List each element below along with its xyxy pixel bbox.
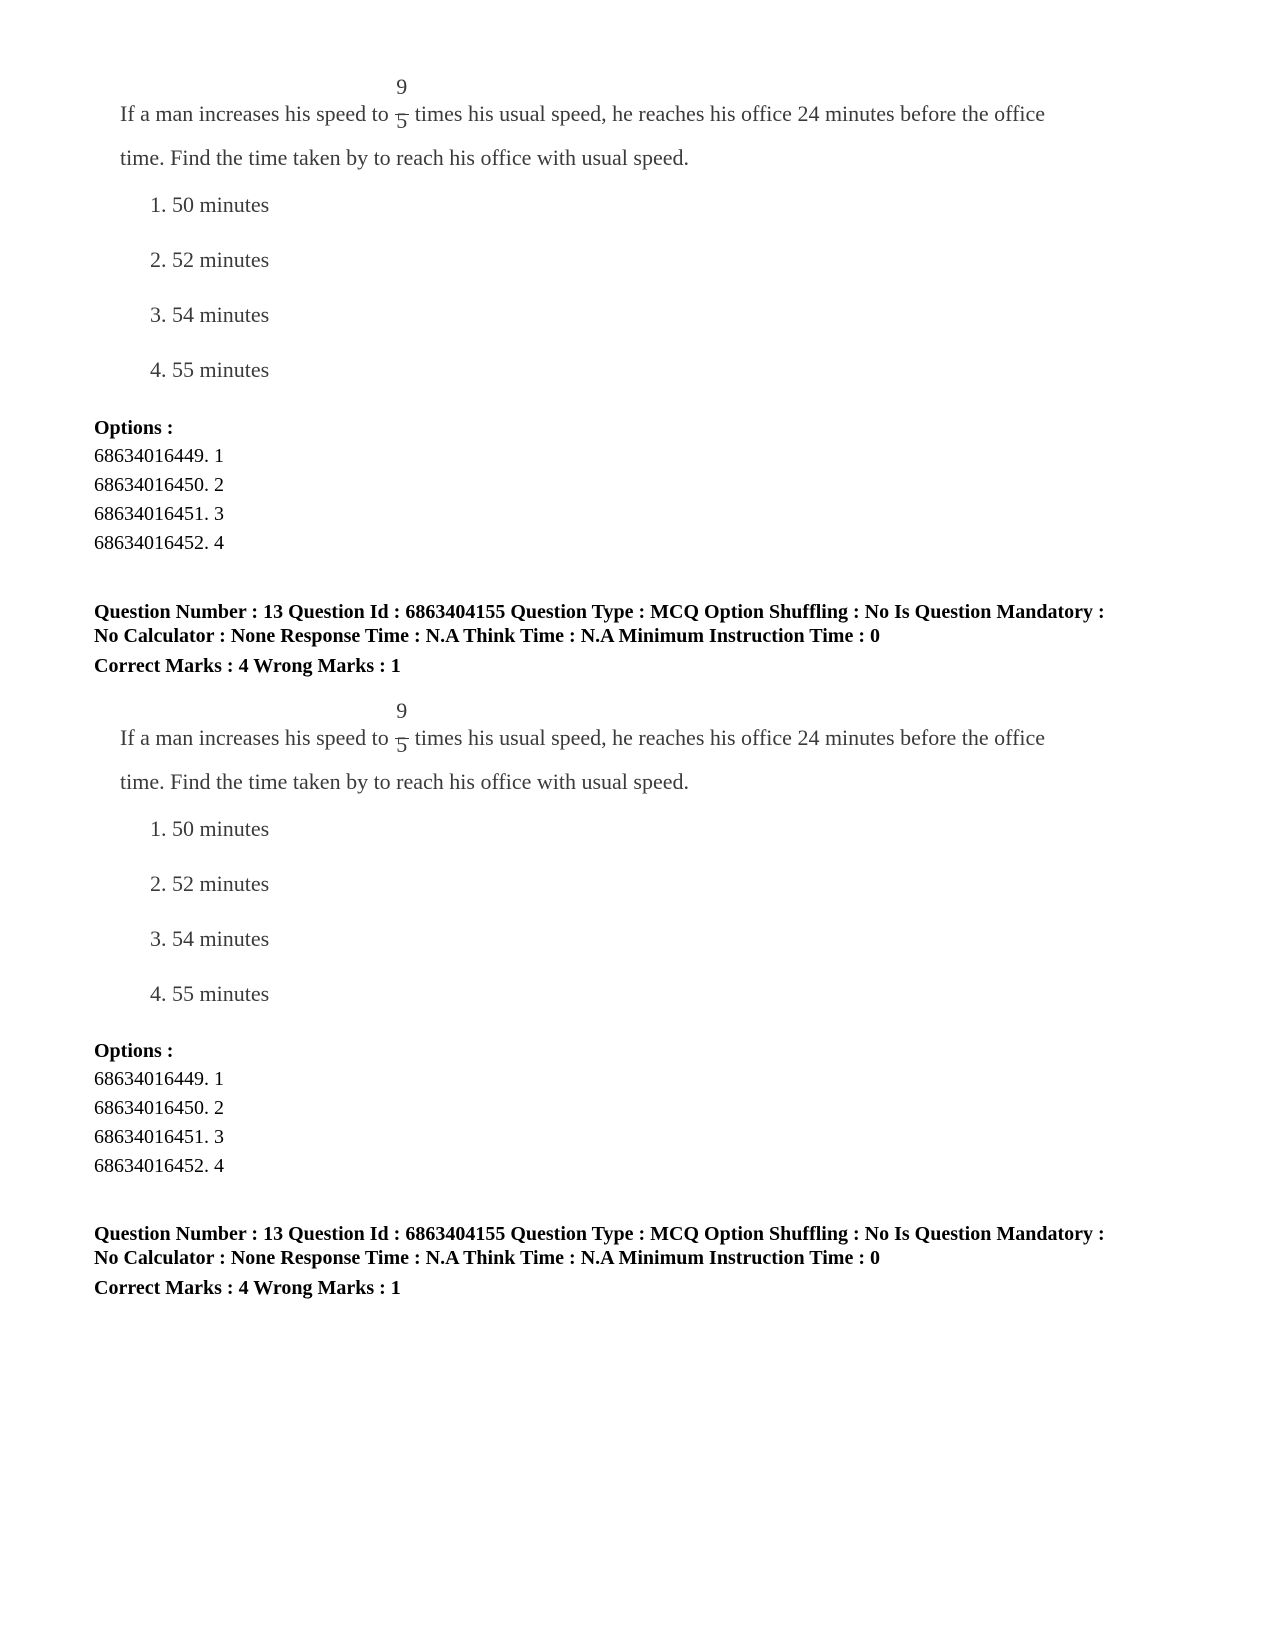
option-id: 68634016450. 2 [94, 1097, 224, 1119]
question-stem-after: times his usual speed, he reaches his office 24 minutes before the office [414, 725, 1046, 750]
fraction-denominator: 5 [396, 732, 408, 757]
answer-choice: 4. 55 minutes [150, 357, 270, 382]
answer-choice: 2. 52 minutes [150, 871, 270, 896]
option-id: 68634016451. 3 [94, 503, 224, 525]
option-id: 68634016449. 1 [94, 1068, 224, 1090]
question-stem [120, 698, 1160, 804]
answer-choice: 3. 54 minutes [150, 926, 270, 951]
options-heading: Options : [94, 1040, 174, 1062]
fraction [393, 698, 411, 760]
option-id: 68634016451. 3 [94, 1126, 224, 1148]
options-list [94, 442, 224, 558]
question-stem [120, 74, 1160, 180]
metadata-line-2: No Calculator : None Response Time : N.A Think Time : N.A Minimum Instruction Time : 0 [94, 625, 880, 647]
fraction-numerator: 9 [396, 74, 408, 99]
question-metadata [94, 1222, 1204, 1300]
metadata-line-2: No Calculator : None Response Time : N.A Think Time : N.A Minimum Instruction Time : 0 [94, 1247, 880, 1269]
question-stem-line-2: time. Find the time taken by to reach his office with usual speed. [120, 145, 690, 170]
question-stem-line-1 [120, 698, 1160, 760]
fraction-denominator: 5 [396, 108, 408, 133]
answer-choice: 4. 55 minutes [150, 981, 270, 1006]
options-heading: Options : [94, 417, 174, 439]
option-id: 68634016449. 1 [94, 445, 224, 467]
answer-choice: 1. 50 minutes [150, 816, 270, 841]
answer-choices [150, 814, 269, 1034]
question-stem-line-1 [120, 74, 1160, 136]
option-id: 68634016452. 4 [94, 532, 224, 554]
answer-choices [150, 190, 269, 410]
marks-line: Correct Marks : 4 Wrong Marks : 1 [94, 655, 401, 677]
answer-choice: 1. 50 minutes [150, 192, 270, 217]
answer-choice: 3. 54 minutes [150, 302, 270, 327]
option-id: 68634016452. 4 [94, 1155, 224, 1177]
fraction-numerator: 9 [396, 698, 408, 723]
question-metadata [94, 600, 1204, 678]
metadata-line-1: Question Number : 13 Question Id : 6863404155 Question Type : MCQ Option Shuffling : No Is Question Mandatory : [94, 1223, 1105, 1245]
answer-choice: 2. 52 minutes [150, 247, 270, 272]
question-stem-after: times his usual speed, he reaches his office 24 minutes before the office [414, 101, 1046, 126]
question-stem-before: If a man increases his speed to [120, 101, 389, 126]
question-stem-before: If a man increases his speed to [120, 725, 389, 750]
question-stem-line-2: time. Find the time taken by to reach his office with usual speed. [120, 769, 690, 794]
fraction [393, 74, 411, 136]
metadata-line-1: Question Number : 13 Question Id : 6863404155 Question Type : MCQ Option Shuffling : No Is Question Mandatory : [94, 601, 1105, 623]
options-list [94, 1065, 224, 1181]
option-id: 68634016450. 2 [94, 474, 224, 496]
marks-line: Correct Marks : 4 Wrong Marks : 1 [94, 1277, 401, 1299]
